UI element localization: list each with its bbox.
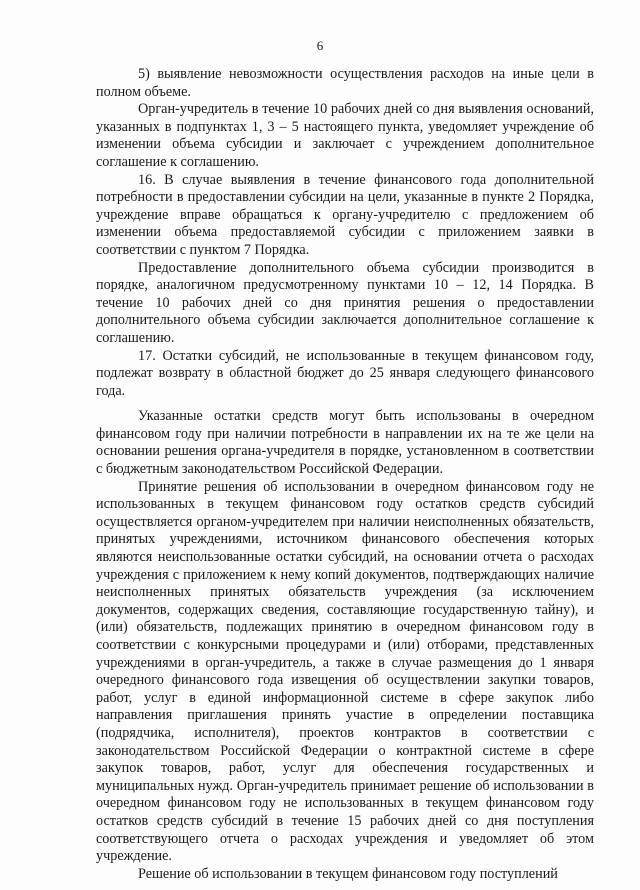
paragraph-notification-of-subsidy-change: Орган-учредитель в течение 10 рабочих дней со дня выявления оснований, указанных в подпунктах 1, 3 – 5 настоящего пункта, уведомляет учреждение об изменении объема субсидии и заключает с учреждением дополнительное соглашение к соглашению. [96, 101, 594, 170]
paragraph-decision-current-year: Решение об использовании в текущем финансовом году поступлений [138, 865, 558, 882]
paragraph-remaining-funds: Указанные остатки средств могут быть использованы в очередном финансовом году при наличии потребности в направлении их на те же цели на основании решения органа-учредителя в порядке, установленном в соответствии с бюджетным законодательством Российской Федерации. [96, 408, 594, 478]
document-body [96, 66, 594, 883]
paragraph-clause-16: 16. В случае выявления в течение финансового года дополнительной потребности в предоставлении субсидии на цели, указанные в пункте 2 Порядка, учреждение вправе обращаться к органу-учредителю с предложением об изменении объема предоставляемой субсидии с приложением заявки в соответствии с пунктом 7 Порядка. [96, 171, 594, 258]
paragraph-decision-on-use: Принятие решения об использовании в очередном финансовом году не использованных в текущем финансовом году остатков средств субсидий осуществляется органом-учредителем при наличии неисполненных обязательств, принятых учреждениями, источником финансового обеспечения которых являются неиспользованные остатки субсидий, на основании отчета о расходах учреждения с приложением к нему копий документов, подтверждающих наличие неисполненных принятых обязательств учреждения (за исключением документов, содержащих сведения, составляющие государственную тайну), и (или) обязательств, подлежащих принятию в очередном финансовом году в соответствии с конкурсными процедурами и (или) отборами, представленных учреждениями в орган-учредитель, а также в случае размещения до 1 января очередного финансового года извещения об осуществлении закупки товаров, работ, услуг в единой информационной системе в сфере закупок либо направления приглашения принять участие в определении поставщика (подрядчика, исполнителя), проектов контрактов в соответствии с законодательством Российской Федерации о контрактной системе в сфере закупок товаров, работ, услуг для обеспечения государственных и муниципальных нужд. Орган-учредитель принимает решение об использовании в очередном финансовом году не использованных в текущем финансовом году остатков средств субсидий в течение 15 рабочих дней со дня поступления соответствующего отчета о расходах учреждения и уведомляет об этом учреждение. [96, 478, 594, 865]
page-number: 6 [316, 38, 324, 53]
paragraph-additional-subsidy: Предоставление дополнительного объема субсидии производится в порядке, аналогичном предусмотренному пунктами 10 – 12, 14 Порядка. В течение 10 рабочих дней со дня принятия решения о предоставлении дополнительного объема субсидии заключается дополнительное соглашение к соглашению. [96, 259, 594, 346]
paragraph-item-5: 5) выявление невозможности осуществления расходов на иные цели в полном объеме. [96, 66, 594, 100]
paragraph-clause-17: 17. Остатки субсидий, не использованные в текущем финансовом году, подлежат возврату в областной бюджет до 25 января следующего финансового года. [96, 347, 594, 399]
